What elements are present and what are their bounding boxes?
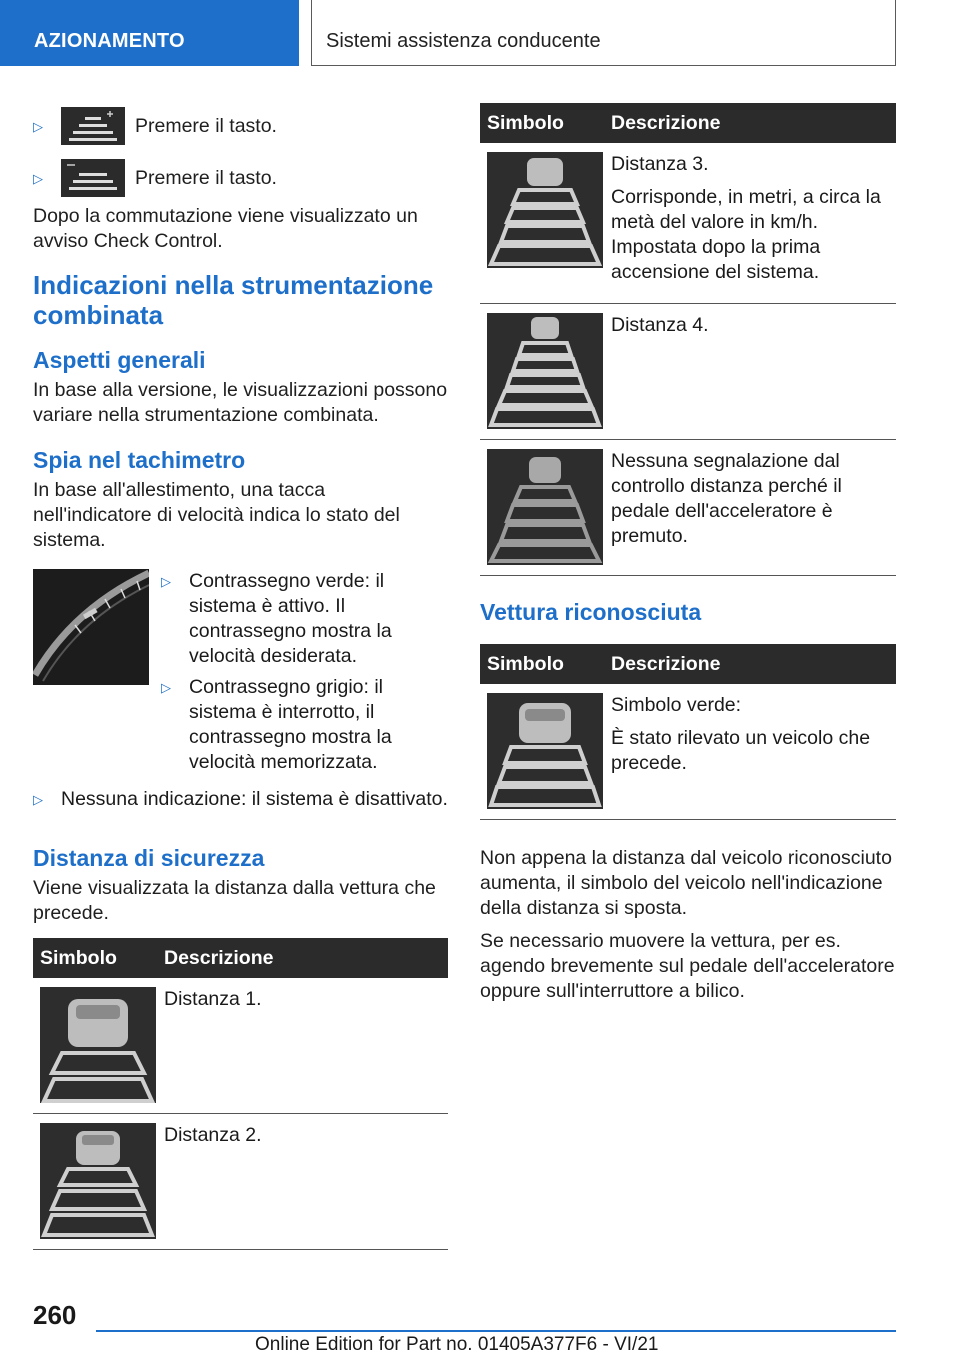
table-row — [480, 304, 896, 440]
right-column — [480, 103, 896, 1004]
distance-4-icon — [487, 313, 603, 429]
paragraph: Se necessario muovere la vettura, per es. agendo brevemente sul pedale dell'acceleratore oppure sull'interruttore a bilico. — [480, 930, 895, 1002]
description-text: Distanza 1. — [164, 988, 262, 1010]
table-row — [480, 440, 896, 576]
subheading-distanza: Distanza di sicurezza — [33, 845, 265, 871]
distance-3-icon — [487, 152, 603, 268]
footer-divider — [96, 1330, 896, 1332]
subheading-general: Aspetti generali — [33, 347, 206, 373]
section-heading: Indicazioni nella strumentazione combinata — [33, 270, 434, 330]
bullet-triangle-icon: ▷ — [161, 574, 171, 589]
bullet-triangle-icon: ▷ — [33, 792, 43, 807]
description-text: Nessuna segnalazione dal controllo distanza perché il pedale dell'acceleratore è premuto. — [611, 450, 842, 547]
distance-increase-key-icon — [61, 107, 125, 145]
bullet-triangle-icon: ▷ — [161, 680, 171, 695]
speedometer-image — [33, 569, 149, 685]
table-row — [480, 684, 896, 820]
key-item-decrease — [33, 152, 448, 204]
table-header-description: Descrizione — [157, 938, 448, 978]
table-row — [33, 978, 448, 1114]
chapter-title: Sistemi assistenza conducente — [326, 30, 601, 52]
list-item: ▷ Contrassegno grigio: il sistema è interrotto, il contrassegno mostra la velocità memorizzata. — [161, 676, 392, 773]
spia-text: In base all'allestimento, una tacca nell'indicatore di velocità indica lo stato del sistema. — [33, 479, 400, 551]
list-item: ▷ Contrassegno verde: il sistema è attivo. Il contrassegno mostra la velocità desiderata. — [161, 570, 392, 667]
key-item-increase — [33, 100, 448, 152]
distance-2-icon — [40, 1123, 156, 1239]
distance-table-right — [480, 103, 896, 576]
table-header-symbol: Simbolo — [480, 103, 604, 143]
table-header-symbol: Simbolo — [480, 644, 604, 684]
section-tab — [0, 0, 299, 66]
after-keys-text: Dopo la commutazione viene visualizzato un avviso Check Control. — [33, 205, 418, 252]
no-distance-signal-icon — [487, 449, 603, 565]
description-text: Corrisponde, in metri, a circa la metà del valore in km/h. Impostata dopo la prima accensione del sistema. — [611, 186, 881, 283]
key-item-text: Premere il tasto. — [135, 114, 277, 137]
distance-table-left — [33, 938, 448, 1250]
description-text: Distanza 2. — [164, 1124, 262, 1146]
description-title: Distanza 3. — [611, 153, 709, 175]
table-header-description: Descrizione — [604, 103, 896, 143]
vehicle-table — [480, 644, 896, 820]
general-text: In base alla versione, le visualizzazioni possono variare nella strumentazione combinata. — [33, 379, 448, 426]
edition-text: Online Edition for Part no. 01405A377F6 - VI/21 — [255, 1334, 659, 1355]
speedometer-block — [33, 569, 448, 781]
table-row — [33, 1114, 448, 1250]
left-column — [33, 100, 448, 1250]
key-item-text: Premere il tasto. — [135, 166, 277, 189]
description-text: Distanza 4. — [611, 314, 709, 336]
bullet-triangle-icon: ▷ — [33, 118, 43, 134]
description-text: È stato rilevato un veicolo che precede. — [611, 727, 871, 774]
description-title: Simbolo verde: — [611, 694, 742, 716]
vehicle-detected-icon — [487, 693, 603, 809]
section-title: AZIONAMENTO — [34, 30, 185, 52]
table-header-symbol: Simbolo — [33, 938, 157, 978]
list-item: ▷ Nessuna indicazione: il sistema è disattivato. — [33, 788, 448, 810]
paragraph: Non appena la distanza dal veicolo riconosciuto aumenta, il simbolo del veicolo nell'indicazione della distanza si sposta. — [480, 847, 892, 919]
distanza-text: Viene visualizzata la distanza dalla vettura che precede. — [33, 877, 436, 924]
table-row — [480, 143, 896, 304]
distance-decrease-key-icon — [61, 159, 125, 197]
subheading-vettura: Vettura riconosciuta — [480, 599, 702, 625]
bullet-triangle-icon: ▷ — [33, 170, 43, 186]
distance-1-icon — [40, 987, 156, 1103]
page-number: 260 — [33, 1300, 77, 1330]
table-header-description: Descrizione — [604, 644, 896, 684]
subheading-spia: Spia nel tachimetro — [33, 447, 246, 473]
chapter-tab — [311, 0, 896, 66]
